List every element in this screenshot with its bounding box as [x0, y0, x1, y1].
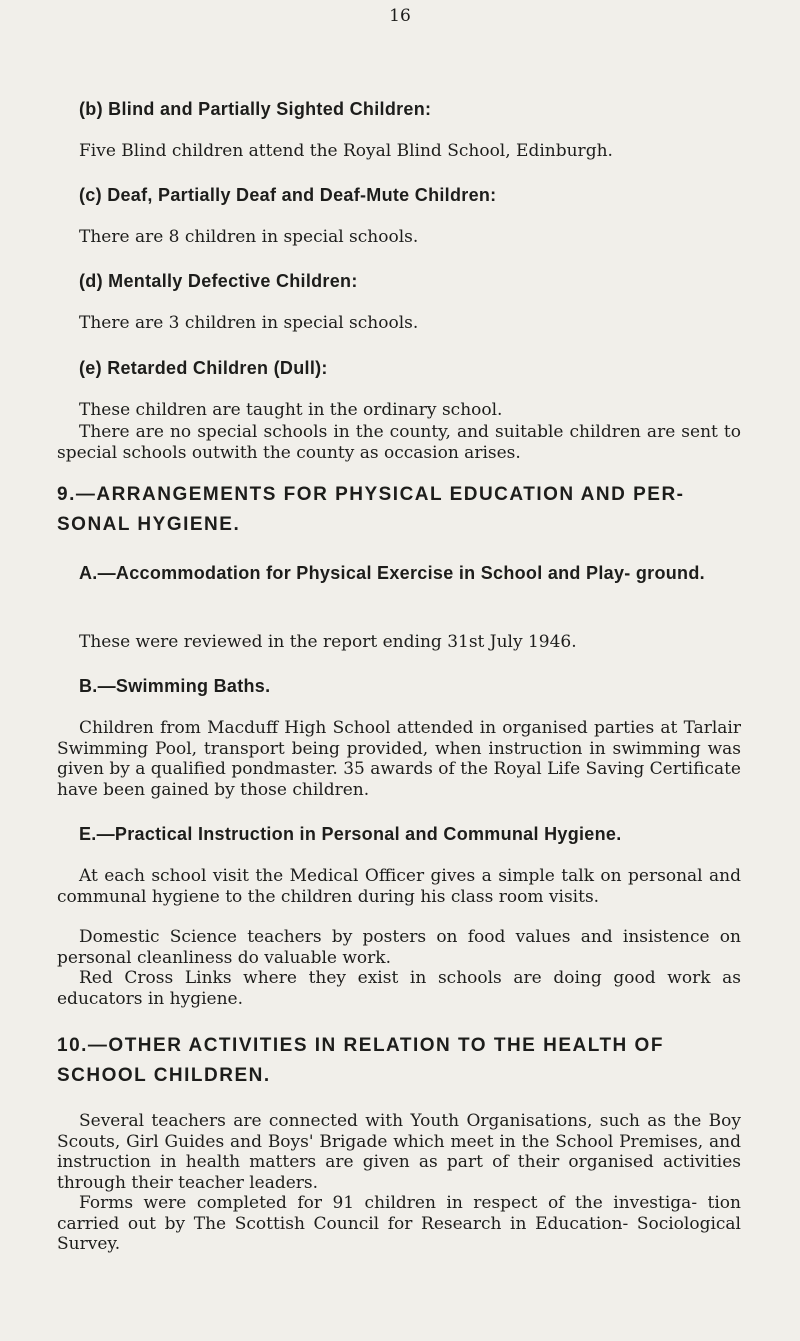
- paragraph-mentally-defective-children: There are 3 children in special schools.: [79, 313, 419, 333]
- page-number: 16: [389, 6, 411, 26]
- paragraph-accommodation: These were reviewed in the report ending 31st July 1946.: [79, 632, 577, 652]
- heading-section-10: 10.—OTHER ACTIVITIES IN RELATION TO THE HEALTH OF SCHOOL CHILDREN.: [57, 1035, 664, 1086]
- paragraph-swimming-baths: Children from Macduff High School attended in organised parties at Tarlair Swimming Pool, transport being provided, when instruction in swimming was given by a qualified pondmaster. 35 awards of the Royal Life Saving Certificate have been gained by those children.: [57, 718, 741, 800]
- paragraph-practical-instruction-3: Red Cross Links where they exist in schools are doing good work as educators in hygiene.: [57, 968, 741, 1009]
- heading-mentally-defective-children: (d) Mentally Defective Children:: [79, 271, 358, 291]
- paragraph-retarded-children-2: There are no special schools in the county, and suitable children are sent to special schools outwith the county as occasion arises.: [57, 422, 741, 463]
- heading-swimming-baths: B.—Swimming Baths.: [79, 676, 271, 696]
- paragraph-retarded-children-1: These children are taught in the ordinary school.: [79, 400, 503, 420]
- heading-blind-children: (b) Blind and Partially Sighted Children:: [79, 99, 432, 119]
- heading-section-9: 9.—ARRANGEMENTS FOR PHYSICAL EDUCATION AND PER- SONAL HYGIENE.: [57, 484, 685, 535]
- heading-accommodation: A.—Accommodation for Physical Exercise in School and Play- ground.: [79, 563, 705, 583]
- paragraph-deaf-children: There are 8 children in special schools.: [79, 227, 419, 247]
- paragraph-other-activities-1: Several teachers are connected with Youth Organisations, such as the Boy Scouts, Girl Guides and Boys' Brigade which meet in the School Premises, and instruction in health matters are given as part of their organised activities through their teacher leaders.: [57, 1111, 741, 1193]
- paragraph-other-activities-2: Forms were completed for 91 children in respect of the investiga- tion carried out by The Scottish Council for Research in Education- Sociological Survey.: [57, 1193, 741, 1254]
- heading-deaf-children: (c) Deaf, Partially Deaf and Deaf-Mute Children:: [79, 185, 497, 205]
- paragraph-blind-children: Five Blind children attend the Royal Blind School, Edinburgh.: [79, 141, 613, 161]
- paragraph-practical-instruction-2: Domestic Science teachers by posters on food values and insistence on personal cleanliness do valuable work.: [57, 927, 741, 968]
- heading-retarded-children: (e) Retarded Children (Dull):: [79, 358, 328, 378]
- heading-practical-instruction: E.—Practical Instruction in Personal and Communal Hygiene.: [79, 824, 622, 844]
- paragraph-practical-instruction-1: At each school visit the Medical Officer gives a simple talk on personal and communal hygiene to the children during his class room visits.: [57, 866, 741, 907]
